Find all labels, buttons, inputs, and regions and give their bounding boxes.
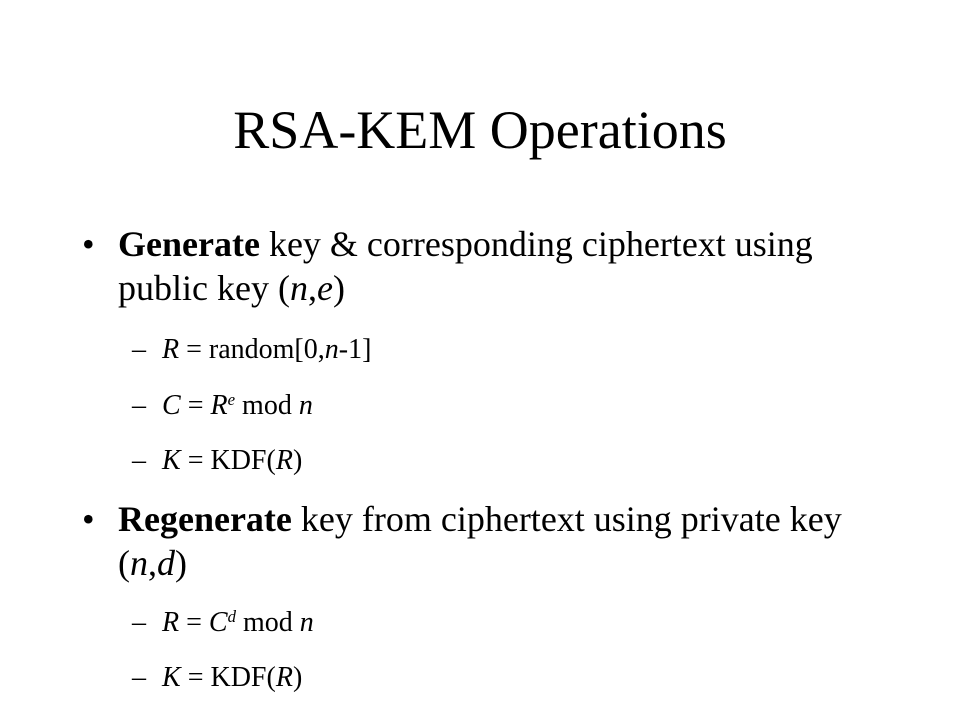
comma: , <box>307 268 317 308</box>
expr: = KDF( <box>180 445 276 476</box>
expr: = random[0, <box>179 334 325 365</box>
mod-text: mod <box>235 607 300 638</box>
var-n: n <box>130 543 148 583</box>
dash: – <box>132 334 146 365</box>
exponent-e: e <box>227 389 236 409</box>
bullet-text <box>118 222 882 310</box>
bullet-regenerate <box>82 497 882 585</box>
var-r: R <box>210 390 228 421</box>
var-d: d <box>157 543 175 583</box>
sub-item-k-kdf-2 <box>132 661 302 695</box>
bullet-text <box>118 497 882 585</box>
var-n: n <box>324 334 339 365</box>
var-k: K <box>162 445 181 476</box>
bullet-rest: key & corresponding ciphertext using public key ( <box>118 224 813 308</box>
bullet-lead: Generate <box>118 224 260 264</box>
comma: , <box>148 543 157 583</box>
dash: – <box>132 662 146 693</box>
expr: = <box>179 607 209 638</box>
bullet-dot: • <box>82 224 95 264</box>
var-r: R <box>275 662 293 693</box>
close-paren: ) <box>332 268 345 308</box>
slide-title: RSA-KEM Operations <box>233 100 727 160</box>
var-r: R <box>275 445 293 476</box>
dash: – <box>132 390 146 421</box>
bullet-rest: key from ciphertext using private key ( <box>118 499 842 583</box>
var-c: C <box>208 607 228 638</box>
var-n: n <box>289 268 308 308</box>
var-e: e <box>316 268 333 308</box>
var-n: n <box>298 390 313 421</box>
dash: – <box>132 445 146 476</box>
dash: – <box>132 607 146 638</box>
var-k: K <box>162 662 181 693</box>
mod-text: mod <box>235 390 299 421</box>
var-r: R <box>162 607 180 638</box>
expr-tail: ) <box>292 445 303 476</box>
var-n: n <box>299 607 314 638</box>
bullet-dot: • <box>82 499 95 539</box>
expr-tail: ) <box>292 662 303 693</box>
expr: = <box>180 390 211 421</box>
bullet-lead: Regenerate <box>118 499 292 539</box>
sub-item-c-encrypt <box>132 389 313 423</box>
expr-tail: -1] <box>338 334 372 365</box>
exponent-d: d <box>227 606 236 626</box>
sub-item-r-decrypt <box>132 606 314 640</box>
close-paren: ) <box>175 543 187 583</box>
expr: = KDF( <box>180 662 276 693</box>
sub-item-r-random <box>132 333 371 367</box>
var-c: C <box>162 390 181 421</box>
var-r: R <box>162 334 180 365</box>
bullet-generate <box>82 222 882 310</box>
sub-item-k-kdf <box>132 444 302 478</box>
